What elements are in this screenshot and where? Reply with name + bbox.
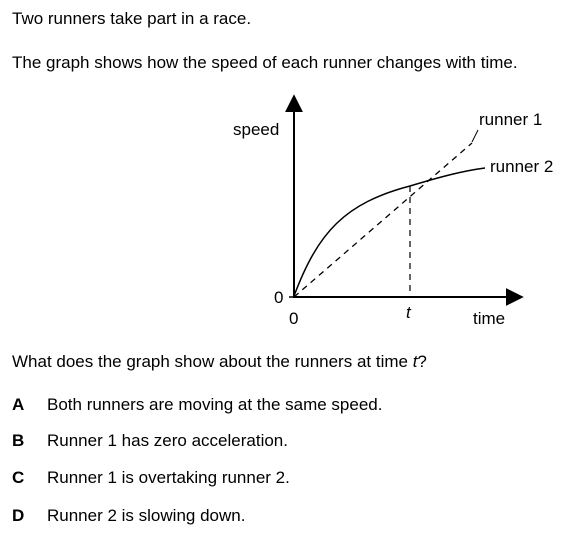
runner1-label: runner 1 bbox=[479, 110, 543, 129]
option-letter: D bbox=[12, 506, 25, 525]
question-text bbox=[12, 352, 427, 372]
option-letter: A bbox=[12, 395, 25, 414]
question-variable: t bbox=[412, 352, 418, 371]
t-label: t bbox=[406, 303, 411, 322]
runner1-line bbox=[294, 143, 472, 297]
option-text: Both runners are moving at the same speed. bbox=[47, 395, 383, 414]
option-text: Runner 2 is slowing down. bbox=[47, 506, 246, 525]
runner1-leader bbox=[472, 130, 478, 142]
origin-y-label: 0 bbox=[274, 288, 284, 307]
runner2-curve bbox=[294, 168, 485, 296]
origin-x-label: 0 bbox=[289, 309, 299, 328]
option-text: Runner 1 has zero acceleration. bbox=[47, 431, 288, 450]
option-text: Runner 1 is overtaking runner 2. bbox=[47, 468, 290, 487]
graph-description: The graph shows how the speed of each runner changes with time. bbox=[12, 53, 518, 72]
x-axis-label: time bbox=[473, 309, 506, 328]
intro-text: Two runners take part in a race. bbox=[12, 9, 252, 28]
option-letter: C bbox=[12, 468, 25, 487]
question-prefix: What does the graph show about the runners at time bbox=[12, 352, 413, 371]
question-suffix: ? bbox=[417, 352, 427, 371]
option-letter: B bbox=[12, 431, 25, 450]
y-axis-label: speed bbox=[233, 120, 280, 139]
runner2-label: runner 2 bbox=[490, 157, 554, 176]
